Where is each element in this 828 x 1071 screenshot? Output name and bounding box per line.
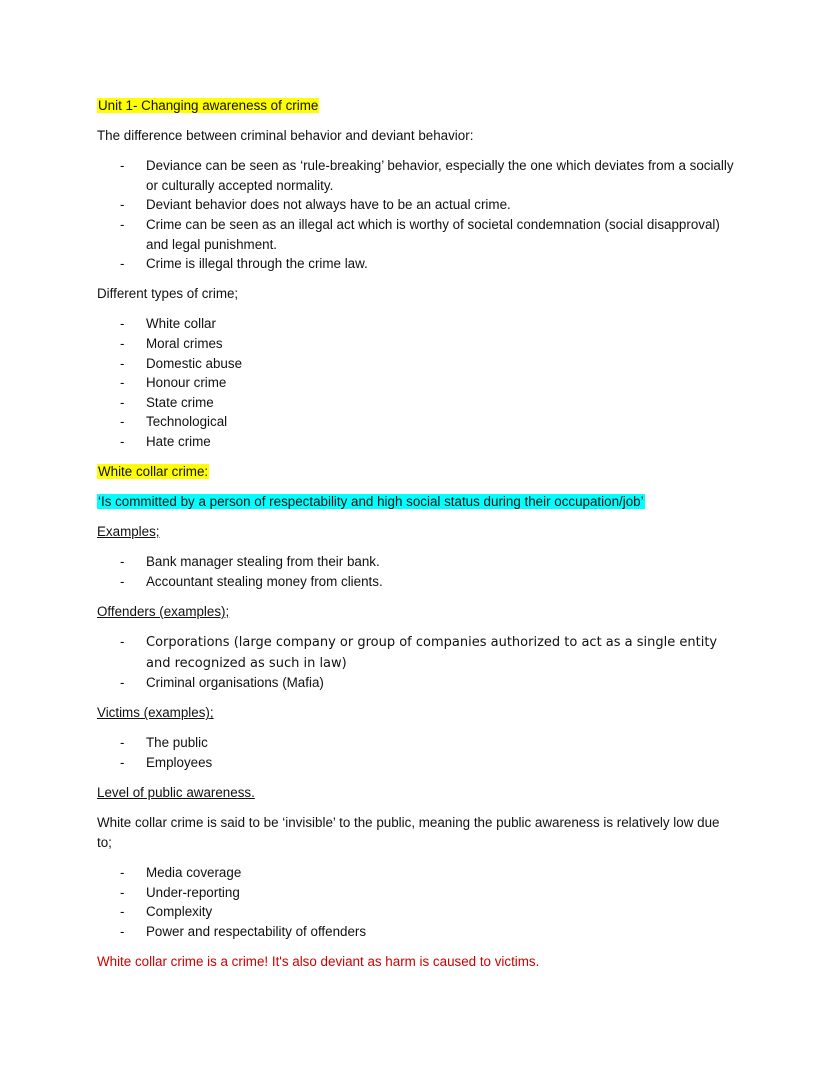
list-item-text: Bank manager stealing from their bank. (146, 554, 380, 570)
list-item (97, 215, 737, 254)
list-item (97, 863, 737, 883)
list-item-text: Employees (146, 755, 213, 771)
dash-marker: - (120, 864, 125, 880)
list-item (97, 373, 737, 393)
list-item-text: White collar (146, 316, 216, 332)
types-heading: Different types of crime; (97, 286, 239, 302)
offenders-list (97, 632, 737, 693)
dash-marker: - (120, 735, 125, 751)
examples-heading-line (97, 522, 737, 542)
examples-heading: Examples; (97, 524, 160, 540)
list-item-text: Domestic abuse (146, 355, 243, 371)
list-item-text: Moral crimes (146, 335, 223, 351)
list-item-text: Crime is illegal through the crime law. (146, 256, 368, 272)
white-collar-heading-line (97, 462, 737, 482)
list-item-text: Technological (146, 414, 228, 430)
victims-heading: Victims (examples); (97, 705, 214, 721)
dash-marker: - (120, 904, 125, 920)
definition-quote: ‘Is committed by a person of respectability and high social status during their occupation/job’ (98, 494, 644, 510)
dash-marker: - (120, 256, 125, 272)
list-item-text: Media coverage (146, 864, 242, 880)
list-item-text: Power and respectability of offenders (146, 923, 367, 939)
awareness-text: White collar crime is said to be ‘invisible’ to the public, meaning the public awareness is relatively low due to; (97, 815, 720, 850)
list-item-text: Deviant behavior does not always have to be an actual crime. (146, 197, 511, 213)
list-item (97, 156, 737, 195)
offenders-heading: Offenders (examples); (97, 603, 230, 619)
list-item (97, 354, 737, 374)
white-collar-heading: White collar crime: (98, 464, 209, 479)
list-item-text: Corporations (large company or group of companies authorized to act as a single entity and recognized as such in law) (146, 635, 718, 671)
awareness-heading: Level of public awareness. (97, 785, 255, 801)
dash-marker: - (120, 394, 125, 410)
difference-list (97, 156, 737, 274)
list-item-text: State crime (146, 394, 214, 410)
list-item (97, 733, 737, 753)
conclusion-text: White collar crime is a crime! It's also deviant as harm is caused to victims. (97, 953, 540, 969)
list-item-text: Complexity (146, 904, 213, 920)
list-item-text: Hate crime (146, 433, 211, 449)
list-item (97, 195, 737, 215)
list-item (97, 432, 737, 452)
list-item (97, 393, 737, 413)
list-item-text: Under-reporting (146, 884, 240, 900)
list-item (97, 673, 737, 693)
dash-marker: - (120, 433, 125, 449)
dash-marker: - (120, 573, 125, 589)
dash-marker: - (120, 675, 125, 691)
victims-heading-line (97, 703, 737, 723)
list-item (97, 922, 737, 942)
list-item-text: Crime can be seen as an illegal act which is worthy of societal condemnation (social disapproval) and legal punishment. (146, 216, 720, 252)
dash-marker: - (120, 335, 125, 351)
offenders-heading-line (97, 602, 737, 622)
dash-marker: - (120, 634, 125, 650)
dash-marker: - (120, 316, 125, 332)
awareness-list (97, 863, 737, 941)
victims-list (97, 733, 737, 772)
list-item-text: The public (146, 735, 208, 751)
list-item (97, 572, 737, 592)
list-item-text: Deviance can be seen as ‘rule-breaking’ behavior, especially the one which deviates from a socially or culturally accepted normality. (146, 158, 734, 193)
list-item (97, 334, 737, 354)
dash-marker: - (120, 414, 125, 430)
dash-marker: - (120, 923, 125, 939)
list-item (97, 632, 737, 673)
dash-marker: - (120, 884, 125, 900)
dash-marker: - (120, 197, 125, 213)
document-page (97, 96, 737, 982)
list-item-text: Accountant stealing money from clients. (146, 573, 383, 589)
awareness-heading-line (97, 783, 737, 803)
intro-text: The difference between criminal behavior and deviant behavior: (97, 128, 474, 144)
types-list (97, 314, 737, 451)
dash-marker: - (120, 554, 125, 570)
unit-heading: Unit 1- Changing awareness of crime (98, 98, 319, 113)
list-item (97, 412, 737, 432)
list-item (97, 902, 737, 922)
dash-marker: - (120, 375, 125, 391)
list-item (97, 753, 737, 773)
examples-list (97, 552, 737, 591)
dash-marker: - (120, 158, 125, 174)
list-item (97, 883, 737, 903)
list-item-text: Honour crime (146, 375, 227, 391)
list-item-text: Criminal organisations (Mafia) (146, 675, 324, 691)
dash-marker: - (120, 755, 125, 771)
list-item (97, 314, 737, 334)
list-item (97, 552, 737, 572)
unit-heading-line (97, 96, 737, 116)
dash-marker: - (120, 355, 125, 371)
list-item (97, 254, 737, 274)
dash-marker: - (120, 216, 125, 232)
definition-line (97, 492, 737, 512)
